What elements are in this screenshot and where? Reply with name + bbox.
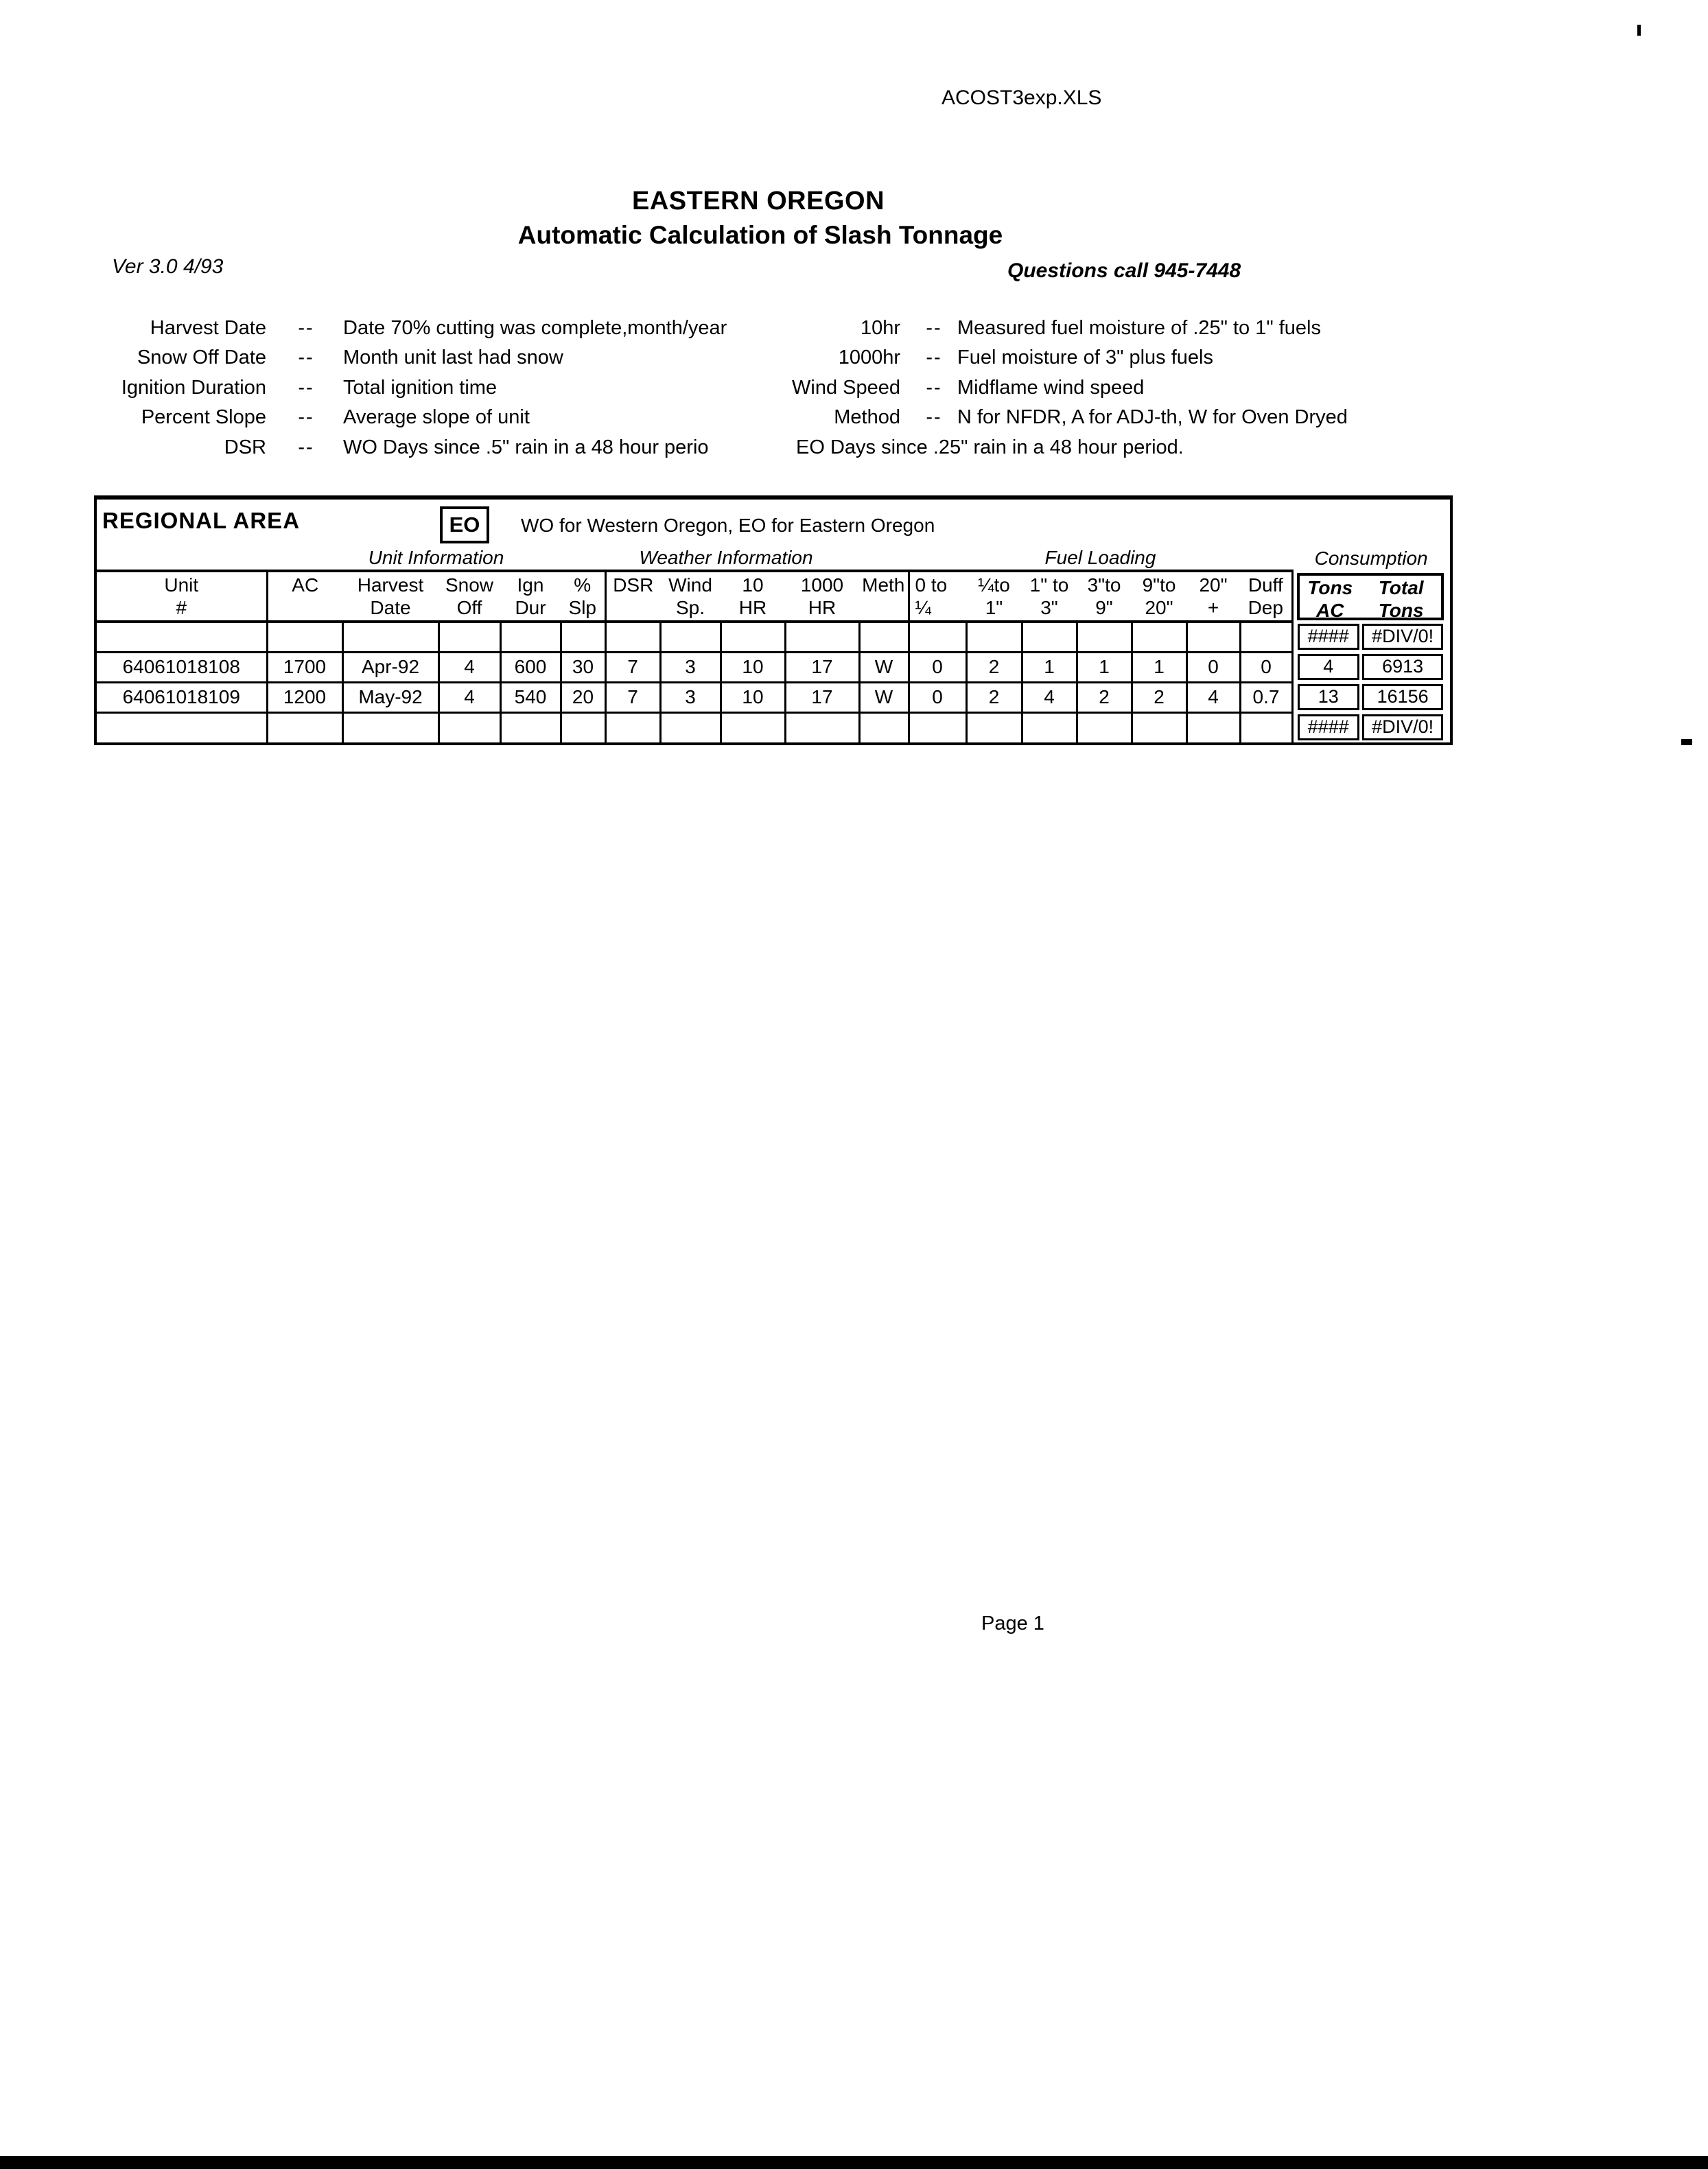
cell	[1186, 622, 1240, 652]
cell: 0.7	[1240, 682, 1292, 712]
col-header-tons-ac: Tons AC	[1292, 571, 1361, 622]
cell: 600	[500, 652, 561, 682]
cell: 4	[1186, 682, 1240, 712]
cell: 7	[605, 652, 660, 682]
col-header-meth: Meth	[859, 571, 909, 622]
cell-unit-number: 64061018109	[95, 682, 267, 712]
definition-dash: --	[298, 436, 314, 458]
regional-area-value-box: EO	[440, 506, 489, 543]
page-number: Page 1	[981, 1613, 1044, 1634]
scan-artifact-tick	[1637, 25, 1641, 36]
cell: W	[859, 682, 909, 712]
definition-term: Percent Slope	[141, 406, 266, 428]
cell	[966, 712, 1022, 744]
cell: 10	[721, 652, 785, 682]
definition-dash: --	[926, 317, 942, 339]
cell: 2	[1077, 682, 1132, 712]
cell: 3	[660, 652, 721, 682]
cell: 2	[1132, 682, 1186, 712]
definition-term: Wind Speed	[792, 377, 900, 399]
col-header-quarter-1: ¼to 1"	[966, 571, 1022, 622]
cell-total-tons: 6913	[1361, 652, 1451, 682]
cell-total-tons: 16156	[1361, 682, 1451, 712]
col-header-harvest-date: Harvest Date	[342, 571, 438, 622]
cell: 0	[1186, 652, 1240, 682]
cell: 4	[1022, 682, 1077, 712]
cell-tons-ac: 13	[1292, 682, 1361, 712]
version-label: Ver 3.0 4/93	[112, 255, 224, 278]
cell	[909, 622, 966, 652]
cell-tons-ac: ####	[1292, 712, 1361, 744]
definition-desc: Midflame wind speed	[957, 377, 1145, 399]
cell: 4	[438, 682, 500, 712]
section-fuel-loading: Fuel Loading	[909, 546, 1292, 571]
col-header-duff-dep: Duff Dep	[1240, 571, 1292, 622]
cell	[1186, 712, 1240, 744]
col-header-1000hr: 1000 HR	[785, 571, 859, 622]
cell: W	[859, 652, 909, 682]
definition-term: Harvest Date	[150, 317, 266, 339]
cell: 1200	[267, 682, 342, 712]
table-row-unit-64061018109	[95, 682, 1451, 712]
cell	[95, 622, 267, 652]
cell	[785, 712, 859, 744]
cell: 0	[909, 682, 966, 712]
cell	[785, 622, 859, 652]
cell: 1	[1022, 652, 1077, 682]
definition-desc: N for NFDR, A for ADJ-th, W for Oven Dryed	[957, 406, 1348, 428]
cell	[267, 622, 342, 652]
definition-dash: --	[926, 347, 942, 368]
cell: 3	[660, 682, 721, 712]
cell: 7	[605, 682, 660, 712]
cell: 0	[909, 652, 966, 682]
col-header-dsr: DSR	[605, 571, 660, 622]
slash-tonnage-table	[94, 495, 1453, 745]
cell: 1700	[267, 652, 342, 682]
cell: 4	[438, 652, 500, 682]
col-header-snow-off: Snow Off	[438, 571, 500, 622]
questions-contact-label: Questions call 945-7448	[1007, 259, 1241, 282]
cell-total-tons: #DIV/0!	[1361, 622, 1451, 652]
cell	[605, 712, 660, 744]
definition-row-percent-slope	[0, 406, 1708, 431]
cell: 20	[561, 682, 605, 712]
cell: 17	[785, 652, 859, 682]
definition-row-dsr	[0, 436, 1708, 461]
definition-dash: --	[926, 406, 942, 428]
document-filename: ACOST3exp.XLS	[941, 86, 1102, 109]
col-header-1-3: 1" to 3"	[1022, 571, 1077, 622]
regional-area-row	[95, 497, 1451, 546]
cell: 30	[561, 652, 605, 682]
cell: 2	[966, 652, 1022, 682]
scan-edge-bar	[0, 2156, 1708, 2169]
definition-desc: WO Days since .5" rain in a 48 hour perio	[343, 436, 709, 458]
cell: 0	[1240, 652, 1292, 682]
cell	[561, 712, 605, 744]
section-consumption: Consumption	[1314, 548, 1428, 569]
scan-artifact-speck	[1681, 739, 1692, 745]
cell	[721, 712, 785, 744]
cell-unit-number: 64061018108	[95, 652, 267, 682]
cell: 1	[1132, 652, 1186, 682]
col-header-ac: AC	[267, 571, 342, 622]
definition-dash: --	[298, 317, 314, 339]
definition-row-harvest-date	[0, 317, 1708, 342]
cell	[342, 622, 438, 652]
cell: 10	[721, 682, 785, 712]
cell-tons-ac: 4	[1292, 652, 1361, 682]
cell: 540	[500, 682, 561, 712]
cell	[1240, 712, 1292, 744]
definition-term: DSR	[224, 436, 266, 458]
section-weather-information: Weather Information	[605, 546, 909, 571]
col-header-total-tons: Total Tons	[1361, 571, 1451, 622]
section-unit-information: Unit Information	[267, 546, 605, 571]
definition-desc: Date 70% cutting was complete,month/year	[343, 317, 727, 339]
cell	[1240, 622, 1292, 652]
cell	[1077, 712, 1132, 744]
col-header-pct-slp: % Slp	[561, 571, 605, 622]
cell	[660, 712, 721, 744]
cell	[500, 622, 561, 652]
definition-dash: --	[298, 377, 314, 399]
cell	[500, 712, 561, 744]
definition-desc: Average slope of unit	[343, 406, 530, 428]
cell	[1022, 712, 1077, 744]
cell: Apr-92	[342, 652, 438, 682]
cell	[1132, 712, 1186, 744]
page-subtitle: Automatic Calculation of Slash Tonnage	[517, 221, 1003, 249]
cell	[1132, 622, 1186, 652]
cell: 17	[785, 682, 859, 712]
col-header-ign-dur: Ign Dur	[500, 571, 561, 622]
cell	[859, 712, 909, 744]
col-header-0-quarter: 0 to ¼	[909, 571, 966, 622]
cell	[1022, 622, 1077, 652]
definition-desc: Total ignition time	[343, 377, 498, 399]
cell	[660, 622, 721, 652]
definition-row-snow-off-date	[0, 347, 1708, 371]
cell	[859, 622, 909, 652]
col-header-9-20: 9"to 20"	[1132, 571, 1186, 622]
definition-row-ignition-duration	[0, 377, 1708, 401]
definition-dash: --	[298, 347, 314, 368]
cell	[95, 712, 267, 744]
cell: 2	[966, 682, 1022, 712]
col-header-3-9: 3"to 9"	[1077, 571, 1132, 622]
cell: 1	[1077, 652, 1132, 682]
cell-tons-ac: ####	[1292, 622, 1361, 652]
table-row-unit-64061018108	[95, 652, 1451, 682]
definition-desc: Measured fuel moisture of .25" to 1" fuels	[957, 317, 1321, 339]
cell	[561, 622, 605, 652]
definition-term: Method	[834, 406, 900, 428]
col-header-10hr: 10 HR	[721, 571, 785, 622]
col-header-unit: Unit #	[95, 571, 267, 622]
definition-desc: Month unit last had snow	[343, 347, 563, 368]
definition-desc: Fuel moisture of 3" plus fuels	[957, 347, 1213, 368]
cell	[438, 622, 500, 652]
cell	[605, 622, 660, 652]
section-label-row	[95, 546, 1451, 571]
definition-term: 1000hr	[838, 347, 900, 368]
definition-dash: --	[926, 377, 942, 399]
column-header-row	[95, 571, 1451, 622]
cell-total-tons: #DIV/0!	[1361, 712, 1451, 744]
page-title: EASTERN OREGON	[631, 187, 885, 215]
definition-term: 10hr	[860, 317, 900, 339]
table-row	[95, 622, 1451, 652]
cell	[721, 622, 785, 652]
definition-term: Snow Off Date	[137, 347, 266, 368]
cell	[909, 712, 966, 744]
regional-area-note: WO for Western Oregon, EO for Eastern Oregon	[521, 515, 935, 536]
cell	[966, 622, 1022, 652]
definition-term: Ignition Duration	[121, 377, 266, 399]
definition-desc: EO Days since .25" rain in a 48 hour period.	[796, 436, 1184, 458]
definition-dash: --	[298, 406, 314, 428]
col-header-wind-sp: Wind Sp.	[660, 571, 721, 622]
cell	[438, 712, 500, 744]
cell	[342, 712, 438, 744]
cell	[1077, 622, 1132, 652]
regional-area-label: REGIONAL AREA	[102, 508, 301, 533]
cell: May-92	[342, 682, 438, 712]
cell	[267, 712, 342, 744]
col-header-20-plus: 20" +	[1186, 571, 1240, 622]
table-row	[95, 712, 1451, 744]
